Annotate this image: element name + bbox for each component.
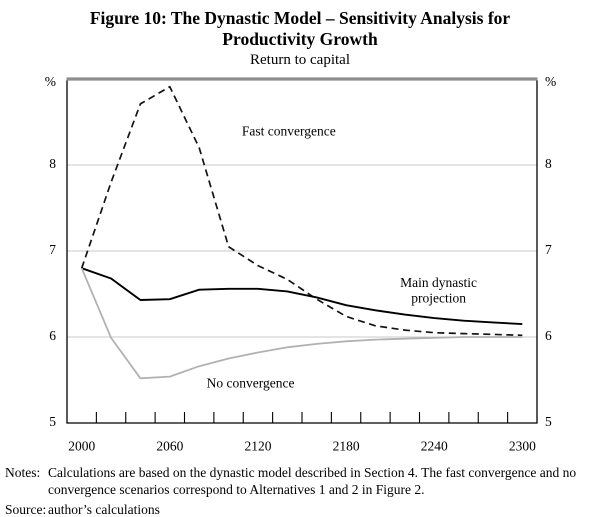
y-tick-label-right-8: 8 bbox=[545, 156, 552, 172]
series-label-fast-convergence: Fast convergence bbox=[241, 123, 336, 139]
series-line-main-dynastic-projection bbox=[82, 268, 523, 324]
figure-title-block bbox=[0, 8, 600, 70]
figure-title-line2: Productivity Growth bbox=[222, 29, 378, 49]
y-tick-label-left-5: 5 bbox=[49, 414, 56, 430]
y-tick-label-right-7: 7 bbox=[545, 242, 552, 258]
x-tick-label-2060: 2060 bbox=[156, 438, 184, 454]
figure-title-line1: Figure 10: The Dynastic Model – Sensitivity Analysis for bbox=[89, 8, 511, 28]
source-row bbox=[5, 501, 597, 517]
unit-label-right: % bbox=[545, 74, 557, 90]
notes-label: Notes: bbox=[5, 465, 41, 480]
series-label-projection: projection bbox=[411, 290, 466, 306]
y-tick-label-left-8: 8 bbox=[49, 156, 56, 172]
unit-label-left: % bbox=[44, 74, 56, 90]
y-tick-label-left-7: 7 bbox=[49, 242, 56, 258]
x-tick-label-2120: 2120 bbox=[244, 438, 272, 454]
y-tick-label-right-5: 5 bbox=[545, 414, 552, 430]
series-label-no-convergence: No convergence bbox=[206, 375, 295, 391]
x-tick-label-2240: 2240 bbox=[420, 438, 448, 454]
x-tick-label-2300: 2300 bbox=[508, 438, 536, 454]
notes-block bbox=[5, 464, 597, 517]
notes-text: Calculations are based on the dynastic model described in Section 4. The fast convergence and no convergence scenarios correspond to Alternatives 1 and 2 in Figure 2. bbox=[48, 465, 577, 497]
figure-subtitle: Return to capital bbox=[250, 52, 350, 68]
x-tick-label-2180: 2180 bbox=[332, 438, 360, 454]
notes-row bbox=[5, 464, 597, 498]
y-tick-label-left-6: 6 bbox=[49, 328, 56, 344]
series-line-fast-convergence bbox=[82, 87, 523, 336]
series-label-main-dynastic: Main dynastic bbox=[400, 274, 478, 290]
source-text: author’s calculations bbox=[48, 502, 160, 517]
x-tick-label-2000: 2000 bbox=[68, 438, 96, 454]
source-label: Source: bbox=[5, 502, 47, 517]
y-tick-label-right-6: 6 bbox=[545, 328, 552, 344]
series-line-no-convergence bbox=[82, 268, 523, 378]
